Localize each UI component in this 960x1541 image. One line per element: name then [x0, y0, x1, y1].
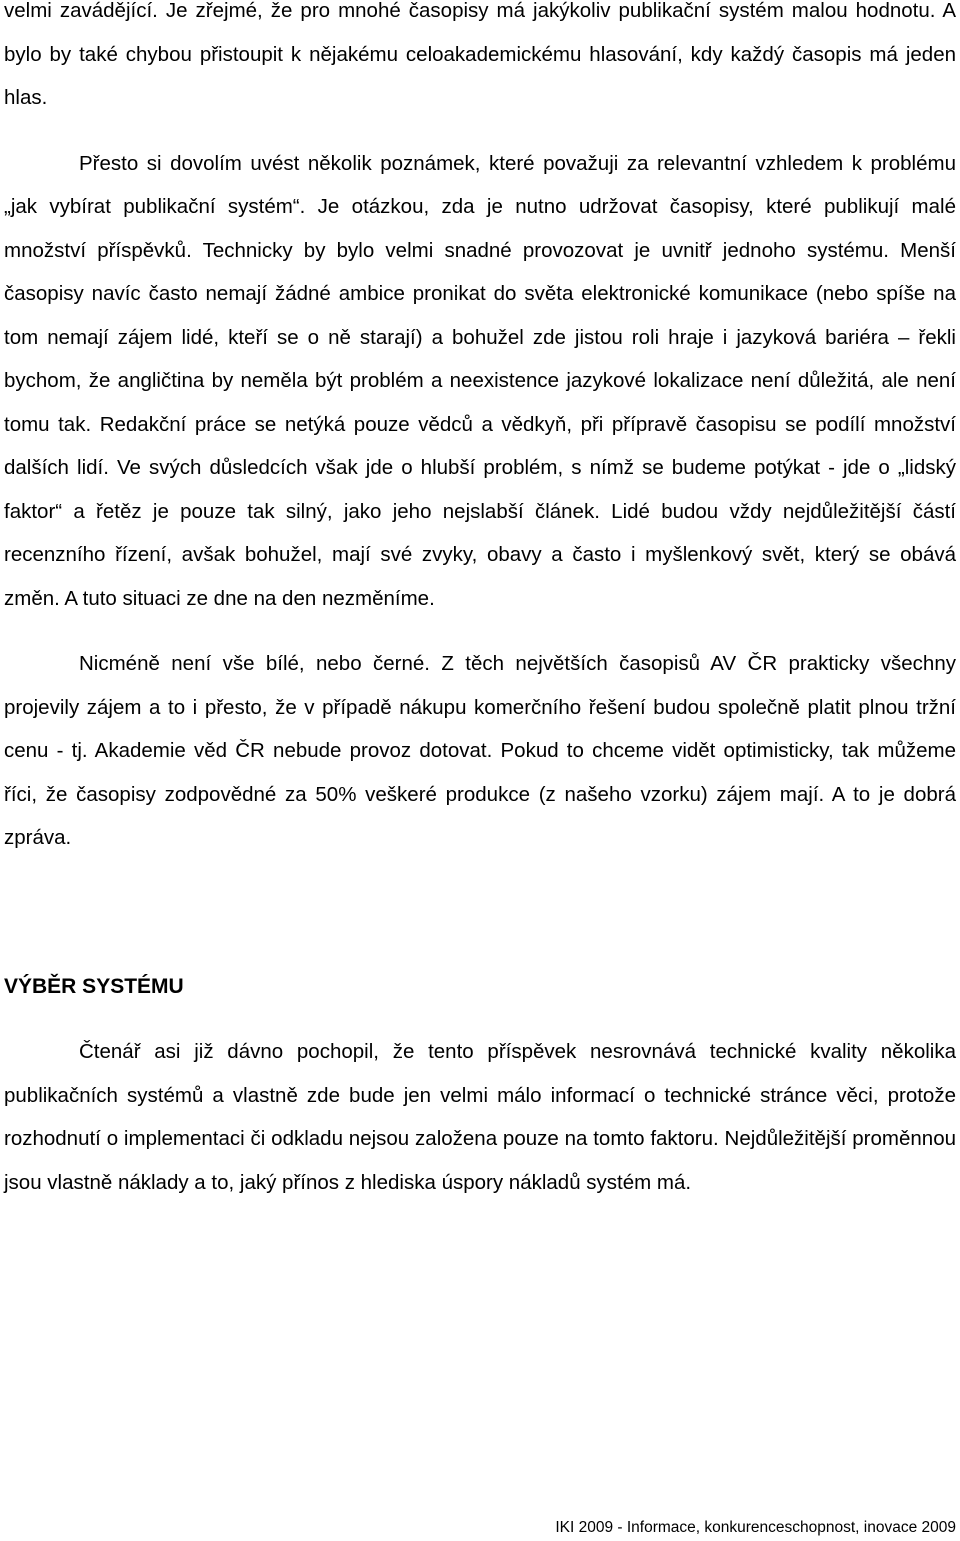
paragraph-system-selection: Čtenář asi již dávno pochopil, že tento příspěvek nesrovnává technické kvality několika publikačních systémů a vlastně zde bude jen velmi málo informací o technické stránce věci, protože rozhodnutí o implementaci či odkladu nejsou založena pouze na tomto faktoru. Nejdůležitější proměnnou jsou vlastně náklady a to, jaký přínos z hlediska úspory nákladů systém má.	[4, 1040, 956, 1194]
paragraph-notes: Přesto si dovolím uvést několik poznámek, které považuji za relevantní vzhledem k problému „jak vybírat publikační systém“. Je otázkou, zda je nutno udržovat časopisy, které publikují malé množství příspěvků. Technicky by bylo velmi snadné provozovat je uvnitř jednoho systému. Menší časopisy navíc často nemají žádné ambice pronikat do světa elektronické komunikace (nebo spíše na tom nemají zájem lidé, kteří se o ně starají) a bohužel zde jistou roli hraje i jazyková bariéra – řekli bychom, že angličtina by neměla být problém a neexistence jazykové lokalizace není důležitá, ale není tomu tak. Redakční práce se netýká pouze vědců a vědkyň, při přípravě časopisu se podílí množství dalších lidí. Ve svých důsledcích však jde o hlubší problém, s nímž se budeme potýkat - jde o „lidský faktor“ a řetěz je pouze tak silný, jako jeho nejslabší článek. Lidé budou vždy nejdůležitější částí recenzního řízení, avšak bohužel, mají své zvyky, obavy a často i myšlenkový svět, který se obává změn. A tuto situaci ze dne na den nezměníme.	[4, 151, 956, 610]
paragraph-optimism: Nicméně není vše bílé, nebo černé. Z těch největších časopisů AV ČR prakticky všechny projevily zájem a to i přesto, že v případě nákupu komerčního řešení budou společně platit plnou tržní cenu - tj. Akademie věd ČR nebude provoz dotovat. Pokud to chceme vidět optimisticky, tak můžeme říci, že časopisy zodpovědné za 50% veškeré produkce (z našeho vzorku) zájem mají. A to je dobrá zpráva.	[4, 652, 956, 849]
paragraph-continued: velmi zavádějící. Je zřejmé, že pro mnohé časopisy má jakýkoliv publikační systém malou hodnotu. A bylo by také chybou přistoupit k nějakému celoakademickému hlasování, kdy každý časopis má jeden hlas.	[4, 0, 956, 109]
document-page	[4, 0, 956, 1204]
page-footer: IKI 2009 - Informace, konkurenceschopnost, inovace 2009	[555, 1519, 956, 1536]
section-heading: VÝBĚR SYSTÉMU	[4, 974, 184, 998]
